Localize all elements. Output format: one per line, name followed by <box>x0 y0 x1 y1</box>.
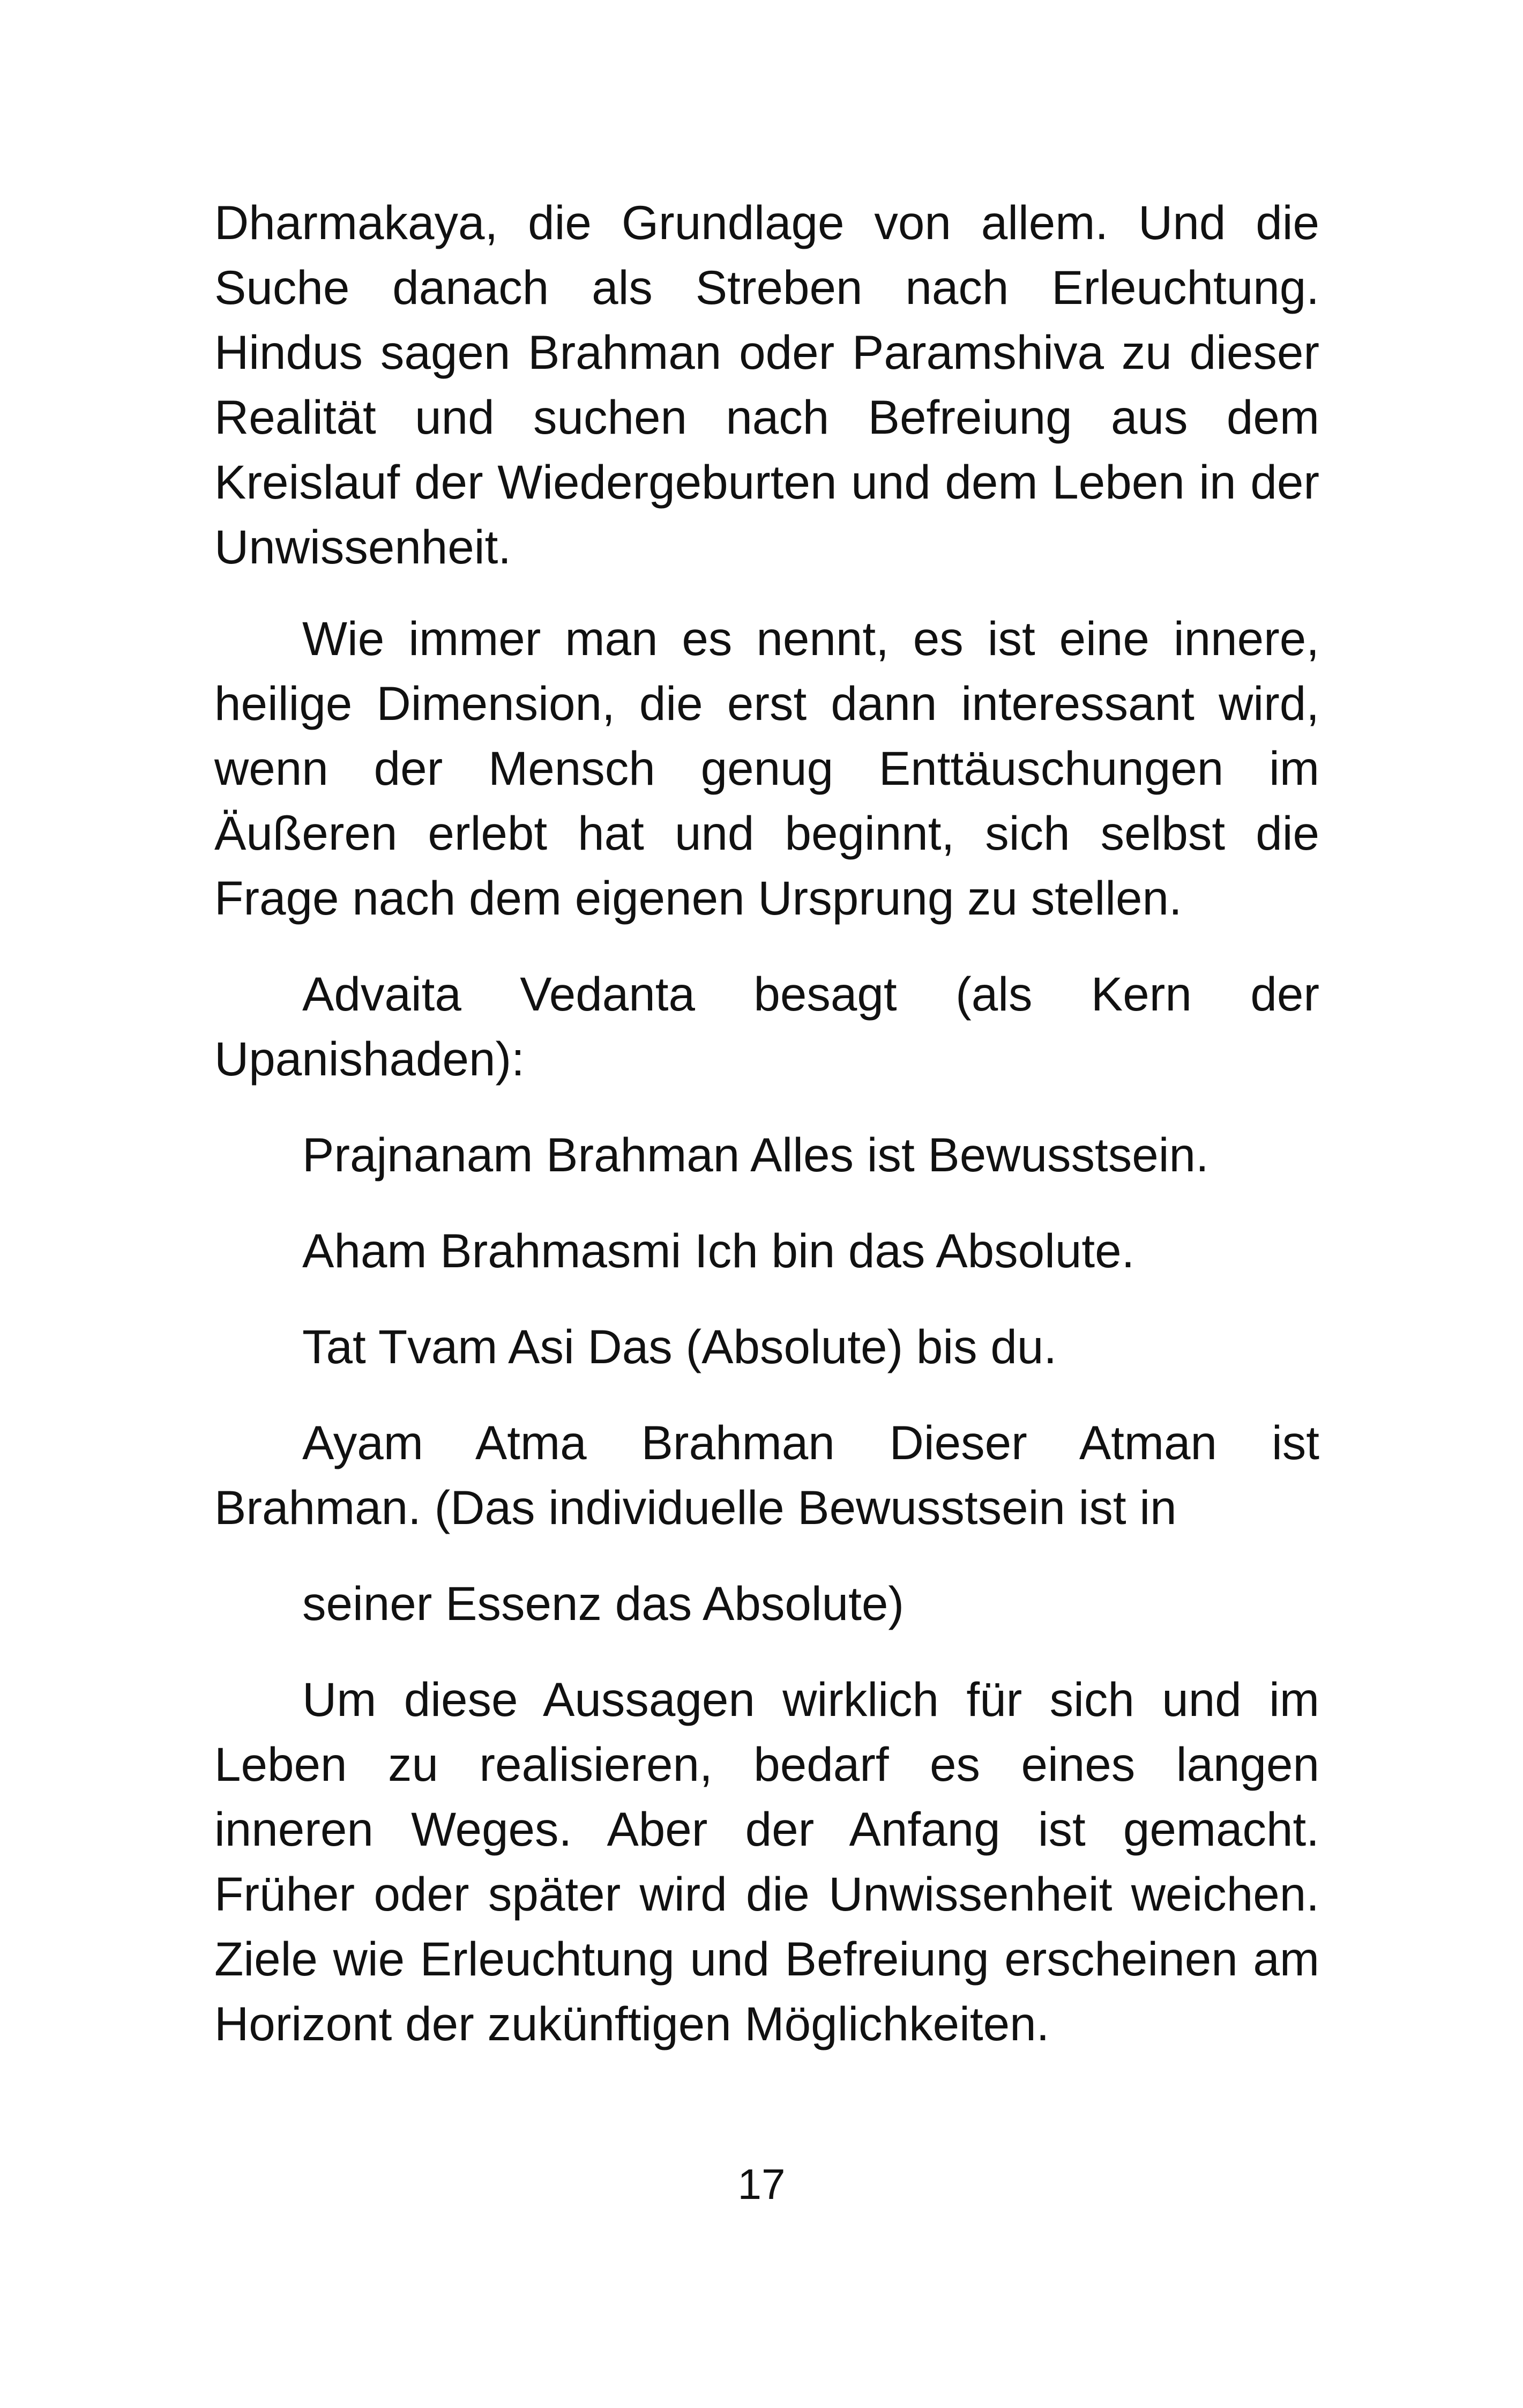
mahavakya-3: Tat Tvam Asi Das (Absolute) bis du. <box>302 1320 1057 1373</box>
mahavakya-2: Aham Brahmasmi Ich bin das Absolute. <box>302 1224 1135 1277</box>
mahavakya-4-continuation: seiner Essenz das Absolute) <box>302 1577 905 1630</box>
mahavakya-1: Prajnanam Brahman Alles ist Bewusstsein. <box>302 1128 1209 1181</box>
mahavakya-4: Ayam Atma Brahman Dieser Atman ist Brahman. (Das individuelle Bewusstsein ist in <box>214 1416 1319 1534</box>
paragraph-3: Advaita Vedanta besagt (als Kern der Upanishaden): <box>214 967 1319 1086</box>
paragraph-2: Wie immer man es nennt, es ist eine innere, heilige Dimension, die erst dann interessant wird, wenn der Mensch genug Enttäuschungen im Äußeren erlebt hat und beginnt, sich selbst die Frage nach dem eigenen Ursprung zu stellen. <box>214 612 1319 925</box>
paragraph-closing: Um diese Aussagen wirklich für sich und im Leben zu realisieren, bedarf es eines langen inneren Weges. Aber der Anfang ist gemacht. Früher oder später wird die Unwissenheit weichen. Ziele wie Erleuchtung und Befreiung erscheinen am Horizont der zukünftigen Möglichkeiten. <box>214 1673 1319 2050</box>
page-number: 17 <box>737 2160 786 2208</box>
body-text <box>214 190 1319 2056</box>
paragraph-1: Dharmakaya, die Grundlage von allem. Und die Suche danach als Streben nach Erleuchtung. Hindus sagen Brahman oder Paramshiva zu dieser Realität und suchen nach Befreiung aus dem Kreislauf der Wiedergeburten und dem Leben in der Unwissenheit. <box>214 196 1319 574</box>
